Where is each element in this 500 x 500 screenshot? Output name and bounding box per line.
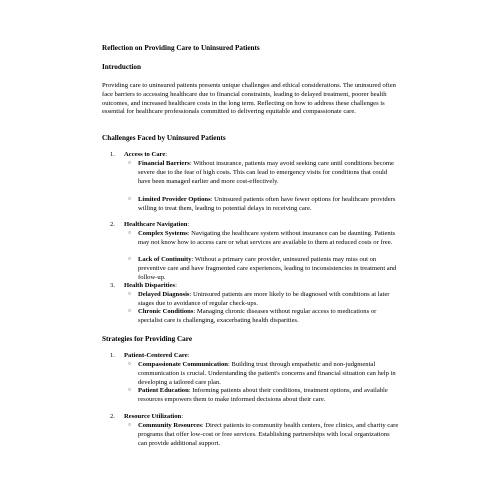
sub-list-item	[128, 291, 400, 309]
list-item	[110, 413, 183, 422]
document-title: Reflection on Providing Care to Uninsured Patients	[102, 44, 260, 52]
sub-list-item	[128, 196, 400, 214]
sub-item-label: Compassionate Communication	[138, 361, 228, 368]
list-label: Resource Utilization	[124, 413, 182, 420]
sub-item-label: Chronic Conditions	[138, 308, 194, 315]
bullet-icon: ○	[128, 362, 132, 367]
bullet-icon: ○	[128, 231, 132, 236]
bullet-icon: ○	[128, 309, 132, 314]
list-suffix: :	[165, 151, 168, 158]
intro-paragraph: Providing care to uninsured patients presents unique challenges and ethical considerations. The uninsured often face barriers to accessing healthcare due to financial constraints, leading to delayed treatment, poorer health outcomes, and increased healthcare costs in the long term. Reflecting on how to address these challenges is essential for healthcare professionals committed to delivering equitable and compassionate care.	[102, 82, 396, 116]
sub-item-label: Delayed Diagnosis	[138, 291, 190, 298]
list-suffix: :	[187, 221, 190, 228]
sub-item-text: : Uninsured patients are more likely to be diagnosed with conditions at later stages due to avoidance of regular check-ups.	[138, 291, 390, 307]
bullet-icon: ○	[128, 161, 132, 166]
sub-list-item	[128, 160, 400, 186]
sub-item-label: Lack of Continuity	[138, 256, 192, 263]
sub-item-text: : Without insurance, patients may avoid seeking care until conditions become severe due to the fear of high costs. This can lead to emergency visits for conditions that could have been managed earlier and more cost-effectively.	[138, 160, 394, 185]
list-item	[110, 352, 190, 361]
strategies-heading: Strategies for Providing Care	[102, 335, 193, 343]
sub-item-text: : Building trust through empathetic and non-judgmental communication is crucial. Understanding the patient's concerns and financial situation can help in developing a tailored care plan.	[138, 361, 396, 386]
sub-list-item	[128, 361, 400, 387]
sub-item-label: Limited Provider Options	[138, 196, 211, 203]
sub-item-text: : Managing chronic diseases without regular access to medications or specialist care is challenging, exacerbating health disparities.	[138, 308, 377, 324]
list-number: 1.	[110, 151, 115, 158]
sub-list-item	[128, 387, 400, 405]
sub-item-text: : Uninsured patients often have fewer options for healthcare providers willing to treat them, leading to potential delays in receiving care.	[138, 196, 396, 212]
list-label: Access to Care	[124, 151, 166, 158]
list-label: Healthcare Navigation	[124, 221, 188, 228]
sub-item-label: Community Resources	[138, 422, 202, 429]
sub-list-item	[128, 256, 400, 282]
list-label: Health Disparities	[124, 282, 176, 289]
sub-list-item	[128, 230, 400, 248]
sub-item-text: : Informing patients about their conditions, treatment options, and available resources empowers them to make informed decisions about their care.	[138, 387, 388, 403]
bullet-icon: ○	[128, 388, 132, 393]
list-suffix: :	[175, 282, 177, 289]
list-number: 1.	[110, 352, 115, 359]
sub-item-text: : Without a primary care provider, uninsured patients may miss out on preventive care and have fragmented care experiences, leading to inconsistencies in treatment and follow-up.	[138, 256, 397, 281]
bullet-icon: ○	[128, 257, 132, 262]
list-number: 3.	[110, 282, 115, 289]
list-item	[110, 282, 177, 291]
list-suffix: :	[187, 352, 190, 359]
sub-item-text: : Navigating the healthcare system without insurance can be daunting. Patients may not know how to access care or what services are available to them at reduced costs or free.	[138, 230, 396, 246]
sub-item-label: Patient Education	[138, 387, 189, 394]
list-item	[110, 151, 167, 160]
list-number: 2.	[110, 413, 115, 420]
bullet-icon: ○	[128, 292, 132, 297]
list-suffix: :	[181, 413, 184, 420]
bullet-icon: ○	[128, 423, 132, 428]
challenges-heading: Challenges Faced by Uninsured Patients	[102, 134, 226, 142]
intro-heading: Introduction	[102, 63, 142, 71]
sub-item-label: Financial Barriers	[138, 160, 190, 167]
sub-list-item	[128, 308, 400, 326]
sub-item-label: Complex Systems	[138, 230, 188, 237]
sub-list-item	[128, 422, 400, 448]
bullet-icon: ○	[128, 197, 132, 202]
list-number: 2.	[110, 221, 115, 228]
list-item	[110, 221, 189, 230]
sub-item-text: : Direct patients to community health centers, free clinics, and charity care programs that offer low-cost or free services. Establishing partnerships with local organizations can provide additional support.	[138, 422, 399, 447]
list-label: Patient-Centered Care	[124, 352, 188, 359]
